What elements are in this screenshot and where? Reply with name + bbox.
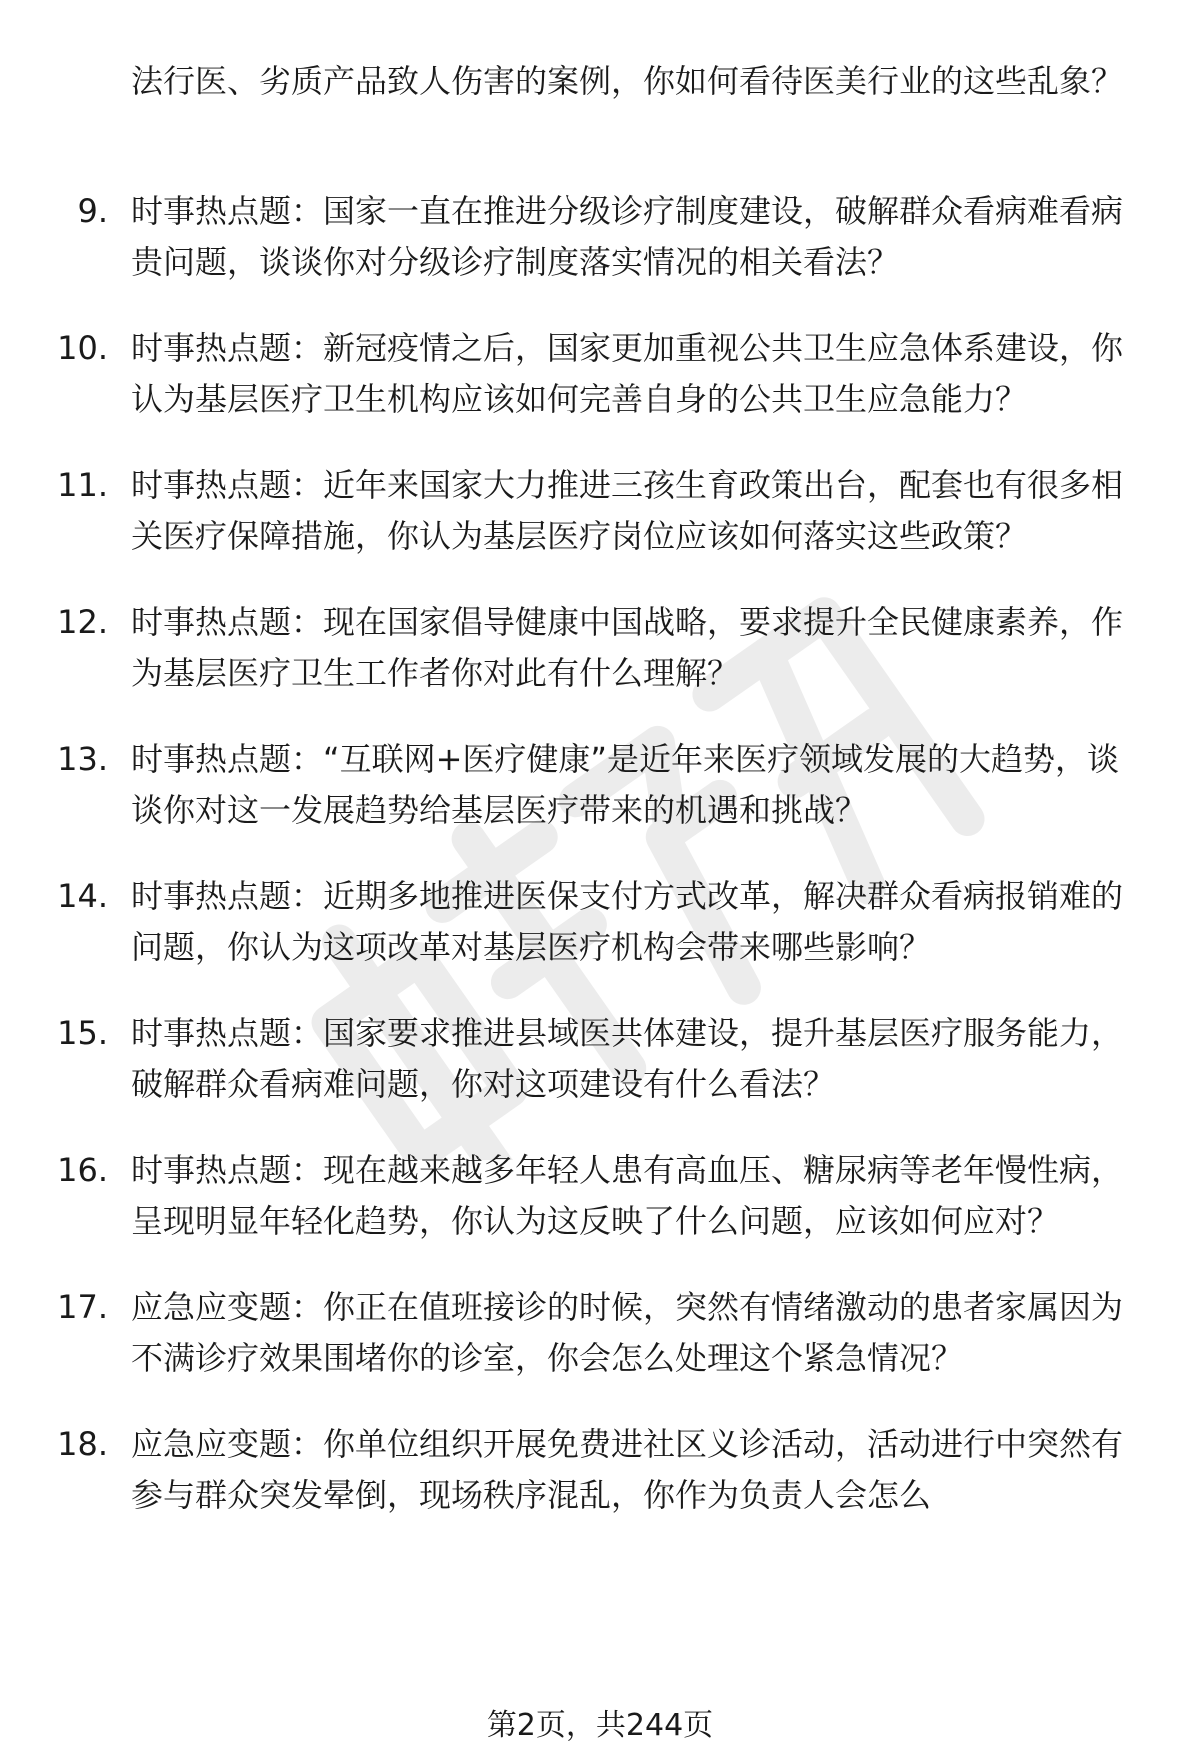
question-number: 13. xyxy=(57,740,108,778)
question-number: 18. xyxy=(57,1425,108,1463)
question-text: 时事热点题：现在越来越多年轻人患有高血压、糖尿病等老年慢性病，呈现明显年轻化趋势，你认为这反映了什么问题，应该如何应对？ xyxy=(131,1151,1124,1240)
question-number: 12. xyxy=(57,603,108,641)
question-item xyxy=(0,1008,1200,1110)
question-item xyxy=(0,323,1200,425)
question-text: 时事热点题：近年来国家大力推进三孩生育政策出台，配套也有很多相关医疗保障措施，你认为基层医疗岗位应该如何落实这些政策？ xyxy=(131,466,1124,555)
question-number: 11. xyxy=(57,466,108,504)
question-item xyxy=(0,186,1200,288)
question-number: 15. xyxy=(57,1014,108,1052)
question-item xyxy=(0,597,1200,699)
question-text: 时事热点题：新冠疫情之后，国家更加重视公共卫生应急体系建设，你认为基层医疗卫生机构应该如何完善自身的公共卫生应急能力？ xyxy=(131,329,1124,418)
question-text: 应急应变题：你单位组织开展免费进社区义诊活动，活动进行中突然有参与群众突发晕倒，现场秩序混乱，你作为负责人会怎么 xyxy=(131,1425,1124,1514)
question-item xyxy=(0,460,1200,562)
question-item xyxy=(0,1145,1200,1247)
intro-continuation-text: 法行医、劣质产品致人伤害的案例，你如何看待医美行业的这些乱象？ xyxy=(131,62,1124,100)
question-number: 10. xyxy=(57,329,108,367)
question-number: 17. xyxy=(57,1288,108,1326)
page-footer: 第2页，共244页 xyxy=(486,1708,714,1743)
question-item xyxy=(0,1419,1200,1521)
question-item xyxy=(0,1282,1200,1384)
question-text: 时事热点题：国家要求推进县域医共体建设，提升基层医疗服务能力，破解群众看病难问题，你对这项建设有什么看法？ xyxy=(131,1014,1124,1103)
question-text: 时事热点题：现在国家倡导健康中国战略，要求提升全民健康素养，作为基层医疗卫生工作者你对此有什么理解？ xyxy=(131,603,1124,692)
question-number: 16. xyxy=(57,1151,108,1189)
question-item xyxy=(0,734,1200,836)
question-text: 时事热点题：近期多地推进医保支付方式改革，解决群众看病报销难的问题，你认为这项改革对基层医疗机构会带来哪些影响？ xyxy=(131,877,1124,966)
question-number: 14. xyxy=(57,877,108,915)
question-number: 9. xyxy=(77,192,108,230)
question-list xyxy=(0,186,1200,1556)
question-text: 时事热点题：国家一直在推进分级诊疗制度建设，破解群众看病难看病贵问题，谈谈你对分级诊疗制度落实情况的相关看法？ xyxy=(131,192,1124,281)
question-text: 时事热点题：“互联网+医疗健康”是近年来医疗领域发展的大趋势，谈谈你对这一发展趋势给基层医疗带来的机遇和挑战？ xyxy=(131,740,1119,829)
question-item xyxy=(0,871,1200,973)
question-text: 应急应变题：你正在值班接诊的时候，突然有情绪激动的患者家属因为不满诊疗效果围堵你的诊室，你会怎么处理这个紧急情况？ xyxy=(131,1288,1124,1377)
